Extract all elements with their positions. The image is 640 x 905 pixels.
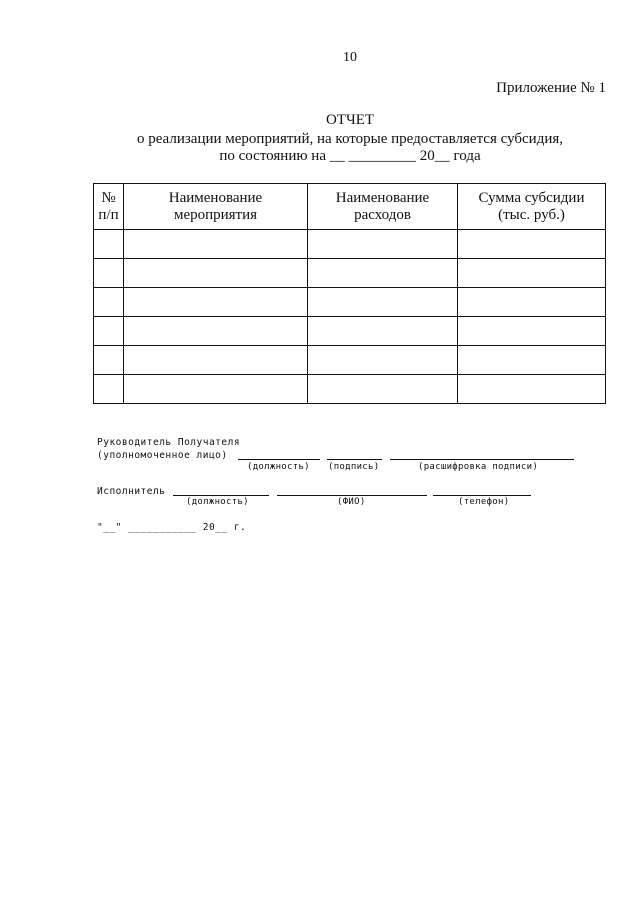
table-cell[interactable] [458, 375, 606, 404]
table-cell[interactable] [94, 346, 124, 375]
table-cell[interactable] [458, 317, 606, 346]
appendix-label: Приложение № 1 [496, 80, 606, 96]
table-cell[interactable] [94, 288, 124, 317]
table-row [94, 346, 606, 375]
header-expense-name-line2: расходов [354, 206, 411, 223]
table-cell[interactable] [458, 346, 606, 375]
table-cell[interactable] [124, 375, 308, 404]
executor-name-line[interactable] [277, 495, 427, 496]
header-number-line1: № [101, 189, 116, 206]
executor-position-line[interactable] [173, 495, 269, 496]
table-cell[interactable] [94, 230, 124, 259]
table-cell[interactable] [458, 230, 606, 259]
table-cell[interactable] [308, 230, 458, 259]
head-label-line2: (уполномоченное лицо) [97, 450, 228, 461]
head-position-line[interactable] [238, 459, 320, 460]
header-event-name-line2: мероприятия [173, 206, 258, 223]
header-number-line2: п/п [98, 206, 119, 223]
table-cell[interactable] [124, 317, 308, 346]
header-number [94, 184, 124, 230]
table-cell[interactable] [308, 317, 458, 346]
table-cell[interactable] [458, 288, 606, 317]
header-expense-name-line1: Наименование [335, 189, 430, 206]
table-cell[interactable] [308, 346, 458, 375]
table-cell[interactable] [124, 259, 308, 288]
table-row [94, 230, 606, 259]
table-row [94, 375, 606, 404]
table-cell[interactable] [94, 375, 124, 404]
header-event-name [124, 184, 308, 230]
table-cell[interactable] [308, 288, 458, 317]
document-subtitle-line2: по состоянию на __ _________ 20__ года [219, 148, 481, 164]
table-header-row [94, 184, 606, 230]
header-event-name-line1: Наименование [168, 189, 263, 206]
head-label-line1: Руководитель Получателя [97, 437, 241, 448]
table-cell[interactable] [124, 230, 308, 259]
head-signature-decoding-line[interactable] [390, 459, 574, 460]
executor-name-caption: (ФИО) [337, 497, 366, 507]
head-signature-caption: (подпись) [328, 462, 380, 472]
head-position-caption: (должность) [247, 462, 310, 472]
table-cell[interactable] [94, 317, 124, 346]
table-cell[interactable] [458, 259, 606, 288]
table-row [94, 317, 606, 346]
table-cell[interactable] [308, 375, 458, 404]
document-subtitle-line1: о реализации мероприятий, на которые предоставляется субсидия, [136, 131, 564, 147]
executor-phone-line[interactable] [433, 495, 531, 496]
table-cell[interactable] [124, 288, 308, 317]
head-decoding-caption: (расшифровка подписи) [418, 462, 539, 472]
header-expense-name [308, 184, 458, 230]
document-title: ОТЧЕТ [325, 112, 375, 128]
table-cell[interactable] [94, 259, 124, 288]
head-signature-line[interactable] [327, 459, 382, 460]
table-cell[interactable] [124, 346, 308, 375]
executor-label: Исполнитель [97, 486, 166, 497]
header-subsidy-amount-line1: Сумма субсидии [478, 189, 585, 206]
header-subsidy-amount-line2: (тыс. руб.) [498, 206, 565, 223]
executor-position-caption: (должность) [186, 497, 249, 507]
table-row [94, 288, 606, 317]
date-line: "__" ___________ 20__ г. [97, 522, 247, 533]
table-cell[interactable] [308, 259, 458, 288]
report-table [93, 183, 606, 404]
page-number: 10 [343, 50, 357, 65]
header-subsidy-amount [458, 184, 606, 230]
table-row [94, 259, 606, 288]
executor-phone-caption: (телефон) [458, 497, 510, 507]
